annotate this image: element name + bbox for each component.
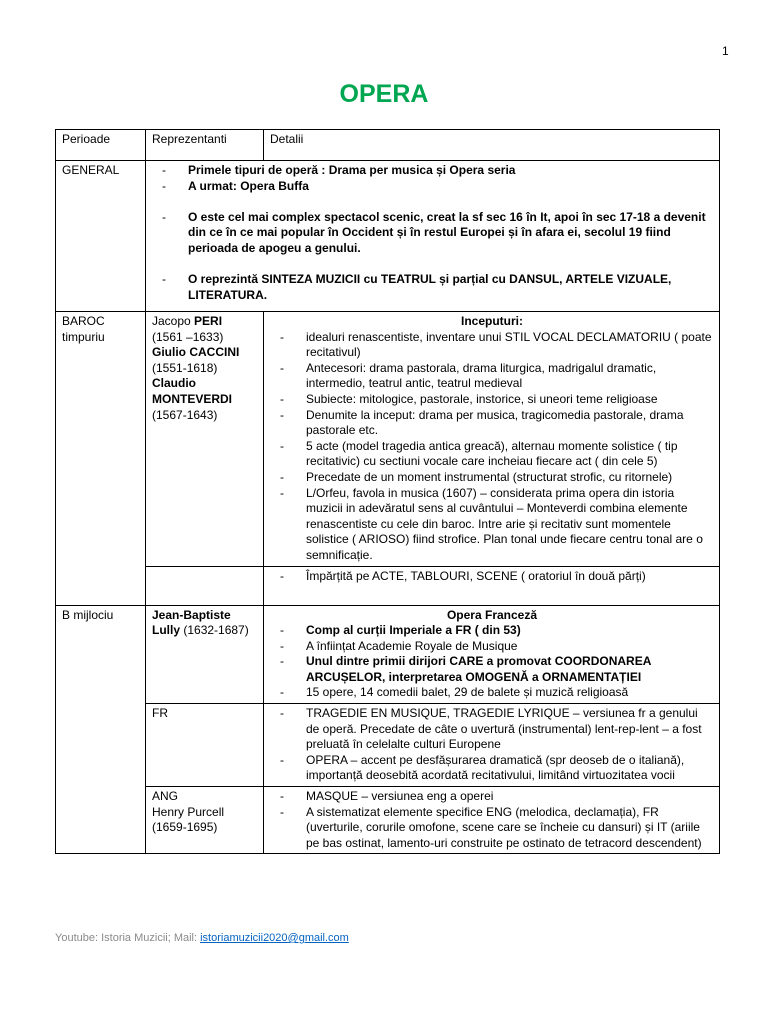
ang-details: [264, 787, 720, 854]
baroc-item: - Antecesori: drama pastorala, drama liturgica, madrigalul dramatic, intermedio, teatrul antic, teatrul medieval: [270, 361, 714, 392]
table-row-baroc: [56, 312, 720, 567]
representative-lully: Jean-Baptiste Lully (1632-1687): [146, 605, 264, 704]
general-details: [146, 161, 720, 312]
email-link[interactable]: istoriamuzicii2020@gmail.com: [200, 932, 349, 944]
footer: Youtube: Istoria Muzicii; Mail: istoriamuzicii2020@gmail.com: [55, 932, 349, 944]
fr-details: [264, 704, 720, 787]
representatives-baroc: Jacopo PERI (1561 –1633) Giulio CACCINI (1551-1618) Claudio MONTEVERDI (1567-1643): [146, 312, 264, 567]
representatives-empty: [146, 566, 264, 605]
table-row-general: [56, 161, 720, 312]
general-item: - O este cel mai complex spectacol scenic, creat la sf sec 16 în It, apoi în sec 17-18 a devenit din ce în ce mai popular în Occident și în restul Europei și în afara ei, secolul 19 fiind perioada de apogeu a genului.: [152, 210, 714, 257]
header-perioade: Perioade: [56, 130, 146, 161]
baroc-item: - Precedate de un moment instrumental (structurat strofic, cu ritornele): [270, 470, 714, 486]
representative-purcell: ANG Henry Purcell (1659-1695): [146, 787, 264, 854]
ang-item: - A sistematizat elemente specifice ENG (melodica, declamația), FR (uverturile, corurile omofone, scene care se încheie cu dansuri) și IT (ariile pe bas ostinat, lamento-uri construite pe ostinato de tetracord descendent): [270, 805, 714, 852]
header-detalii: Detalii: [264, 130, 720, 161]
label-fr: FR: [146, 704, 264, 787]
lully-details: [264, 605, 720, 704]
baroc-details: [264, 312, 720, 567]
baroc-acts-details: [264, 566, 720, 605]
section-title-inceputuri: Inceputuri:: [461, 314, 523, 328]
fr-item: - OPERA – accent pe desfășurarea dramatică (spr deoseb de o italiană), importanță deosebită acordată recitativului, limitând virtuozitatea vocii: [270, 753, 714, 784]
baroc-item: - L/Orfeu, favola in musica (1607) – considerata prima opera din istoria muzicii in adevăratul sens al cuvântului – Monteverdi combina elemente renascentiste cu cele din baroc. Intre arie și recitativ sunt momentele solistice ( ARIOSO) fiind strofice. Plan tonal unde fiecare centru tonal are o semnificație.: [270, 486, 714, 564]
header-reprezentanti: Reprezentanti: [146, 130, 264, 161]
period-mijlociu: B mijlociu: [56, 605, 146, 854]
ang-item: - MASQUE – versiunea eng a operei: [270, 789, 714, 805]
baroc-item: - Împărțită pe ACTE, TABLOURI, SCENE ( oratoriul în două părți): [270, 569, 714, 585]
section-title-opera-franceza: Opera Franceză: [446, 607, 538, 622]
fr-item: - TRAGEDIE EN MUSIQUE, TRAGEDIE LYRIQUE – versiunea fr a genului de operă. Precedate de câte o uvertură (instrumental) lent-rep-lent – a fost preluată în celelalte culturi Europene: [270, 706, 714, 753]
lully-item: - A înființat Academie Royale de Musique: [270, 639, 714, 655]
table-header-row: [56, 130, 720, 161]
baroc-item: - Subiecte: mitologice, pastorale, instorice, si uneori teme religioase: [270, 392, 714, 408]
lully-item: - 15 opere, 14 comedii balet, 29 de balete și muzică religioasă: [270, 685, 714, 701]
lully-item: - Unul dintre primii dirijori CARE a promovat COORDONAREA ARCUȘELOR, interpretarea OMOGENĂ a ORNAMENTAȚIEI: [270, 654, 714, 685]
general-item: - O reprezintă SINTEZA MUZICII cu TEATRUL și parțial cu DANSUL, ARTELE VIZUALE, LITERATURA.: [152, 272, 714, 303]
table-row-mijlociu: [56, 605, 720, 704]
baroc-item: - 5 acte (model tragedia antica greacă), alternau momente solistice ( tip recitativic) cu sectiuni vocale care incheiau fiecare act ( din cele 5): [270, 439, 714, 470]
opera-table: [55, 129, 720, 854]
table-row-fr: [56, 704, 720, 787]
general-item: - A urmat: Opera Buffa: [152, 179, 714, 195]
baroc-item: - Denumite la inceput: drama per musica, tragicomedia pastorale, drama pastorale etc.: [270, 408, 714, 439]
general-item: - Primele tipuri de operă : Drama per musica și Opera seria: [152, 163, 714, 179]
page-title: OPERA: [339, 80, 429, 108]
table-row-baroc-acts: [56, 566, 720, 605]
period-baroc: BAROC timpuriu: [56, 312, 146, 606]
period-general: GENERAL: [56, 161, 146, 312]
lully-item: - Comp al curții Imperiale a FR ( din 53): [270, 623, 714, 639]
baroc-item: - idealuri renascentiste, inventare unui STIL VOCAL DECLAMATORIU ( poate recitativul): [270, 330, 714, 361]
page-number: 1: [722, 44, 729, 58]
